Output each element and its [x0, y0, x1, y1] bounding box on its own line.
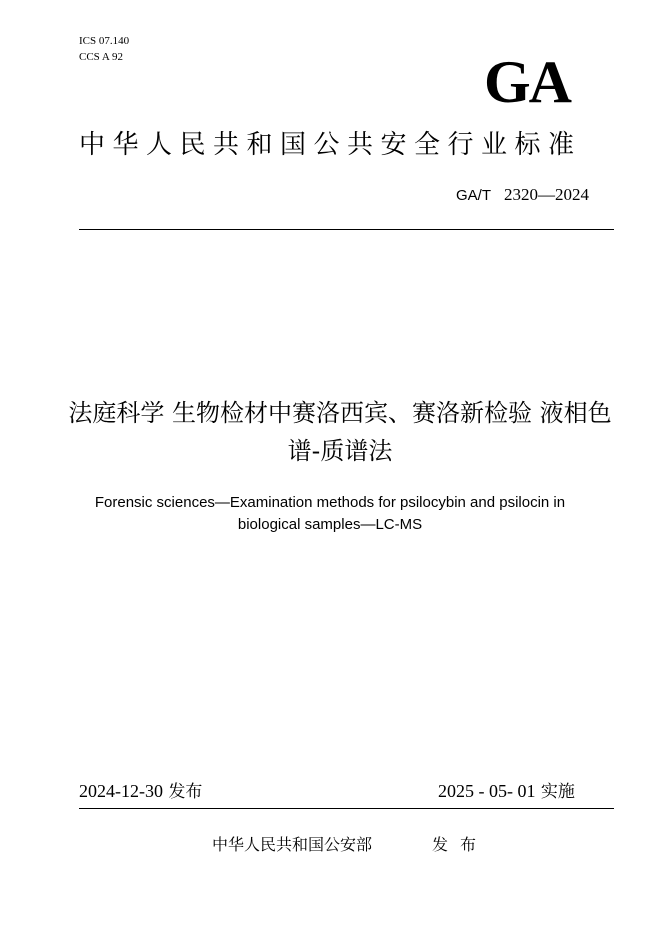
issue-date-block	[79, 779, 202, 804]
issue-date-label: 发布	[168, 782, 203, 802]
ga-logo: GA	[484, 49, 570, 115]
implementation-date-label: 实施	[540, 782, 575, 802]
title-chinese: 法庭科学 生物检材中赛洛西宾、赛洛新检验 液相色谱-质谱法	[68, 399, 612, 465]
classification-codes	[79, 33, 129, 65]
issue-label: 发布	[432, 835, 489, 854]
issuing-authority: 中华人民共和国公安部	[212, 835, 373, 854]
standard-code: 2320—2024	[504, 185, 590, 204]
title-english: Forensic sciences—Examination methods for psilocybin and psilocin in biological samples—LC-MS	[94, 494, 566, 533]
ics-code: ICS 07.140	[79, 35, 130, 47]
top-divider	[79, 229, 614, 230]
ccs-code: CCS A 92	[79, 51, 124, 63]
standard-prefix: GA/T	[456, 187, 492, 204]
standard-number	[456, 184, 589, 207]
issue-date: 2024-12-30	[79, 781, 163, 801]
implementation-date-block	[438, 779, 575, 804]
industry-standard-heading: 中华人民共和国公共安全行业标准	[79, 130, 582, 160]
implementation-date: 2025 - 05- 01	[438, 781, 536, 801]
bottom-divider	[79, 808, 614, 809]
